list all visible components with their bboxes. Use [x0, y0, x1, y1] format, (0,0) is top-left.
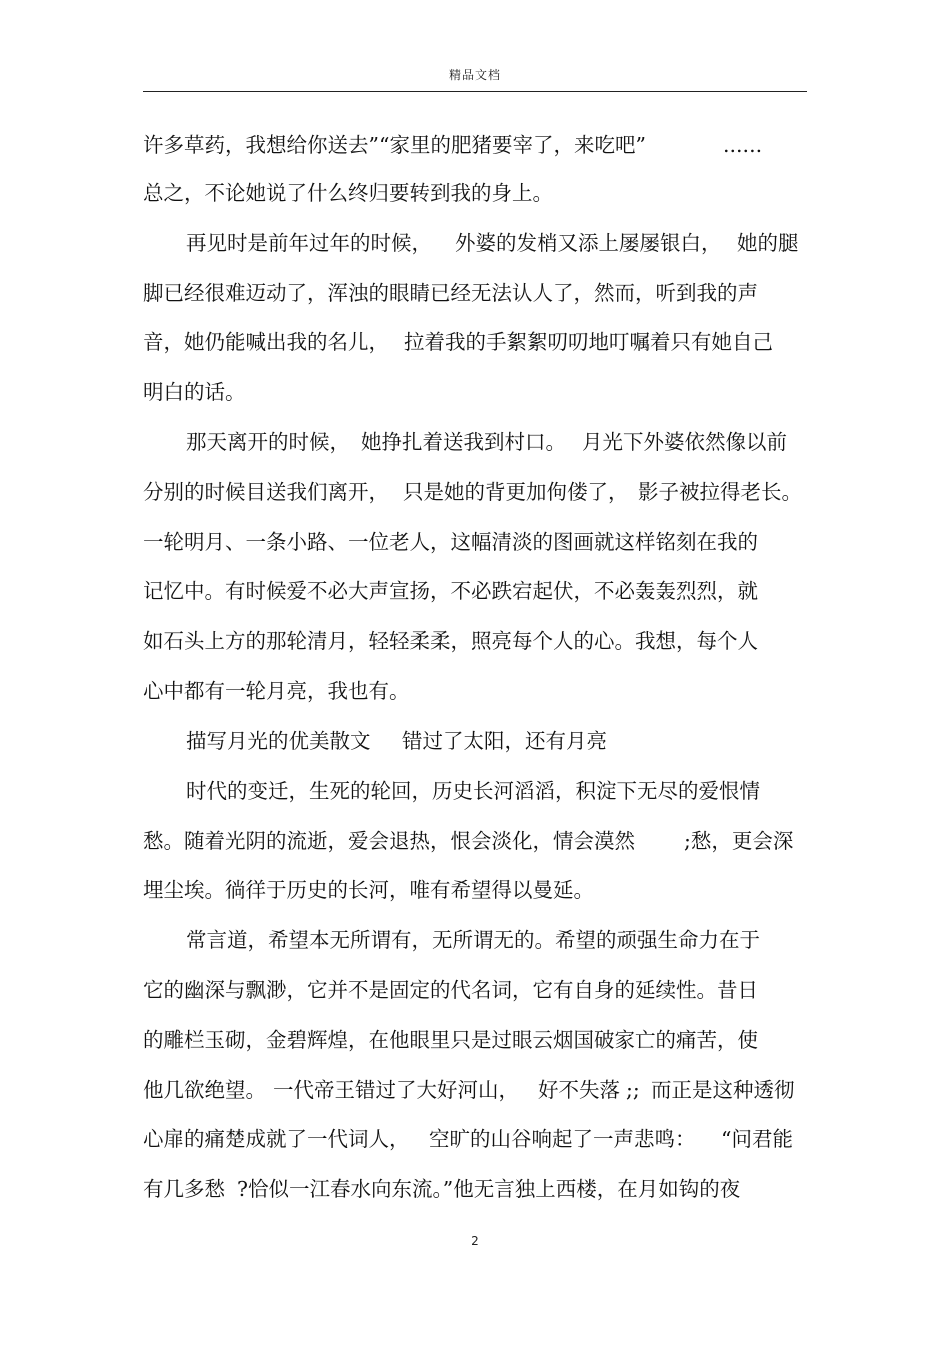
text-segment: 再见时是前年过年的时候， — [186, 231, 432, 255]
text-line — [0, 377, 950, 407]
text-segment: 错过了太阳，还有月亮 — [402, 729, 607, 753]
text-line — [0, 130, 950, 160]
text-segment: 常言道，希望本无所谓有，无所谓无的。希望的顽强生命力在于 — [186, 928, 760, 952]
text-segment: 他几欲绝望。 — [143, 1078, 266, 1102]
text-line — [0, 626, 950, 656]
text-line — [0, 975, 950, 1005]
text-segment: 心中都有一轮月亮，我也有。 — [143, 679, 410, 703]
text-segment: 外婆的发梢又添上屡屡银白， — [455, 231, 722, 255]
text-segment: 她的腿 — [737, 231, 799, 255]
text-segment: 许多草药，我想给你送去”“家里的肥猪要宰了，来吃吧” — [143, 133, 646, 157]
text-segment: ;愁，更会深 — [684, 829, 794, 853]
text-segment: “问君能 — [721, 1127, 793, 1151]
text-segment: ?恰似一江春水向东流。”他无言独上西楼，在月如钩的夜 — [237, 1177, 741, 1201]
text-line — [0, 925, 950, 955]
text-segment: 一轮明月、一条小路、一位老人，这幅清淡的图画就这样铭刻在我的 — [143, 530, 758, 554]
text-line — [0, 228, 950, 258]
text-segment: 总之，不论她说了什么终归要转到我的身上。 — [143, 181, 553, 205]
text-segment: 它的幽深与飘渺，它并不是固定的代名词，它有自身的延续性。昔日 — [143, 978, 758, 1002]
text-line — [0, 1025, 950, 1055]
text-line — [0, 776, 950, 806]
text-line — [0, 875, 950, 905]
text-segment: 好不失落 — [538, 1078, 620, 1102]
text-segment: 有几多愁 — [143, 1177, 225, 1201]
text-segment: 音，她仍能喊出我的名儿， — [143, 330, 389, 354]
header-divider — [143, 91, 807, 92]
text-segment: 如石头上方的那轮清月，轻轻柔柔，照亮每个人的心。我想，每个人 — [143, 629, 758, 653]
text-segment: 描写月光的优美散文 — [186, 729, 371, 753]
text-line — [0, 1124, 950, 1154]
text-segment: 分别的时候目送我们离开， — [143, 480, 389, 504]
text-segment: 拉着我的手絮絮叨叨地叮嘱着只有她自己 — [404, 330, 773, 354]
text-line — [0, 477, 950, 507]
text-segment: ...... — [723, 133, 763, 157]
text-segment: ;; — [626, 1078, 640, 1102]
text-segment: 而正是这种透彻 — [651, 1078, 795, 1102]
text-segment: 一代帝王错过了大好河山， — [273, 1078, 519, 1102]
text-line — [0, 178, 950, 208]
text-segment: 影子被拉得老长。 — [638, 480, 802, 504]
text-segment: 的雕栏玉砌，金碧辉煌，在他眼里只是过眼云烟国破家亡的痛苦，使 — [143, 1028, 758, 1052]
text-segment: 那天离开的时候， — [186, 430, 350, 454]
page-number: 2 — [471, 1234, 479, 1248]
text-line — [0, 726, 950, 756]
text-line — [0, 1075, 950, 1105]
text-segment: 愁。随着光阴的流逝，爱会退热，恨会淡化，情会漠然 — [143, 829, 635, 853]
text-line — [0, 1174, 950, 1204]
text-segment: 记忆中。有时候爱不必大声宣扬，不必跌宕起伏，不必轰轰烈烈，就 — [143, 579, 758, 603]
text-segment: 她挣扎着送我到村口。 — [361, 430, 566, 454]
page-header: 精品文档 — [448, 68, 501, 82]
text-line — [0, 676, 950, 706]
text-segment: 心扉的痛楚成就了一代词人， — [143, 1127, 410, 1151]
text-segment: 埋尘埃。徜徉于历史的长河，唯有希望得以曼延。 — [143, 878, 594, 902]
text-line — [0, 576, 950, 606]
text-segment: 明白的话。 — [143, 380, 246, 404]
text-segment: 只是她的背更加佝偻了， — [403, 480, 629, 504]
text-segment: 时代的变迁，生死的轮回，历史长河滔滔，积淀下无尽的爱恨情 — [186, 779, 760, 803]
text-line — [0, 427, 950, 457]
text-line — [0, 826, 950, 856]
text-segment: 空旷的山谷响起了一声悲鸣： — [429, 1127, 696, 1151]
text-line — [0, 327, 950, 357]
text-segment: 月光下外婆依然像以前 — [582, 430, 787, 454]
text-line — [0, 278, 950, 308]
text-line — [0, 527, 950, 557]
text-segment: 脚已经很难迈动了，浑浊的眼睛已经无法认人了，然而，听到我的声 — [143, 281, 758, 305]
